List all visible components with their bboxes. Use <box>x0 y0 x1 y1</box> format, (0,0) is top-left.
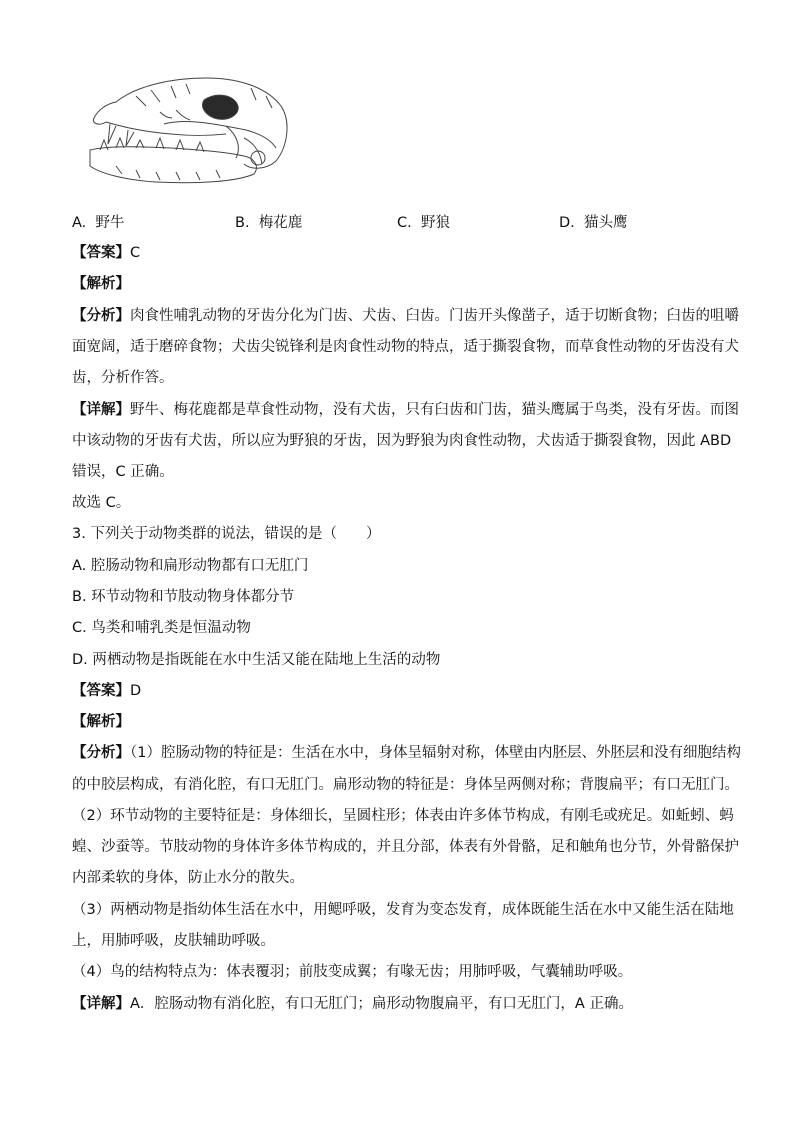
option-a <box>72 213 125 233</box>
fenxi-tag: 【分析】 <box>72 745 130 761</box>
q2-xiangjie-line-2: 中该动物的牙齿有犬齿，所以应为野狼的牙齿，因为野狼为肉食性动物，犬齿适于撕裂食物，因此 ABD <box>72 433 732 449</box>
q3-fenxi-line-6: （3）两栖动物是指幼体生活在水中，用鳃呼吸，发育为变态发育，成体既能生活在水中又能生活在陆地 <box>72 902 734 918</box>
option-a-text: 野牛 <box>95 215 125 231</box>
xiangjie-text: 野牛、梅花鹿都是草食性动物，没有犬齿，只有臼齿和门齿，猫头鹰属于鸟类，没有牙齿。而图 <box>130 402 739 418</box>
xiangjie-tag: 【详解】 <box>72 996 130 1012</box>
q2-fenxi-line-3: 齿，分析作答。 <box>72 370 174 386</box>
q2-xiangjie-line-1 <box>72 400 739 420</box>
xiangjie-tag: 【详解】 <box>72 402 130 418</box>
q3-analysis-tag: 【解析】 <box>72 714 130 730</box>
option-b <box>235 213 302 233</box>
q3-fenxi-line-3: （2）环节动物的主要特征是：身体细长，呈圆柱形；体表由许多体节构成，有刚毛或疣足。如蚯蚓、蚂 <box>72 808 734 824</box>
q3-option-d: D. 两栖动物是指既能在水中生活又能在陆地上生活的动物 <box>72 652 441 668</box>
q2-answer <box>72 243 140 263</box>
option-c <box>397 213 450 233</box>
option-b-text: 梅花鹿 <box>258 215 303 231</box>
q2-xiangjie-line-3: 错误，C 正确。 <box>72 464 174 480</box>
q2-fenxi-line-2: 面宽阔，适于磨碎食物；犬齿尖锐锋利是肉食性动物的特点，适于撕裂食物，而草食性动物的牙齿没有犬 <box>72 339 739 355</box>
q3-answer <box>72 681 141 701</box>
option-c-letter: C. <box>397 215 412 231</box>
option-d-text: 猫头鹰 <box>584 215 628 231</box>
option-c-text: 野狼 <box>420 215 450 231</box>
q2-analysis-tag: 【解析】 <box>72 276 130 292</box>
option-a-letter: A. <box>72 215 87 231</box>
q3-stem: 3. 下列关于动物类群的说法，错误的是（ ） <box>72 526 381 542</box>
q3-option-b: B. 环节动物和节肢动物身体都分节 <box>72 589 295 605</box>
q3-fenxi-line-1 <box>72 743 741 763</box>
q3-fenxi-line-4: 蝗、沙蚕等。节肢动物的身体许多体节构成的，并且分部，体表有外骨骼，足和触角也分节，外骨骼保护 <box>72 839 739 855</box>
q3-fenxi-line-8: （4）鸟的结构特点为：体表覆羽；前肢变成翼；有喙无齿；用肺呼吸，气囊辅助呼吸。 <box>72 964 633 980</box>
answer-tag: 【答案】 <box>72 683 130 699</box>
q2-conclusion: 故选 C。 <box>72 495 131 511</box>
q2-fenxi-line-1 <box>72 306 739 326</box>
q3-fenxi-line-5: 内部柔软的身体，防止水分的散失。 <box>72 870 304 886</box>
option-d-letter: D. <box>559 215 575 231</box>
q3-option-a: A. 腔肠动物和扁形动物都有口无肛门 <box>72 558 309 574</box>
wolf-skull-illustration <box>76 66 302 198</box>
option-b-letter: B. <box>235 215 250 231</box>
option-d <box>559 213 628 233</box>
q3-fenxi-line-7: 上，用肺呼吸，皮肤辅助呼吸。 <box>72 933 275 949</box>
fenxi-tag: 【分析】 <box>72 308 130 324</box>
q3-xiangjie-line-1 <box>72 994 633 1014</box>
q3-option-c: C. 鸟类和哺乳类是恒温动物 <box>72 620 251 636</box>
xiangjie-text: A．腔肠动物有消化腔，有口无肛门；扁形动物腹扁平，有口无肛门，A 正确。 <box>130 996 633 1012</box>
q3-fenxi-line-2: 的中胶层构成，有消化腔，有口无肛门。扁形动物的特征是：身体呈两侧对称；背腹扁平；有口无肛门。 <box>72 777 739 793</box>
answer-value: D <box>130 683 142 699</box>
fenxi-text: （1）腔肠动物的特征是：生活在水中，身体呈辐射对称，体壁由内胚层、外胚层和没有细胞结构 <box>130 745 741 761</box>
answer-tag: 【答案】 <box>72 245 130 261</box>
answer-value: C <box>130 245 141 261</box>
fenxi-text: 肉食性哺乳动物的牙齿分化为门齿、犬齿、臼齿。门齿开头像凿子，适于切断食物；臼齿的咀嚼 <box>130 308 739 324</box>
